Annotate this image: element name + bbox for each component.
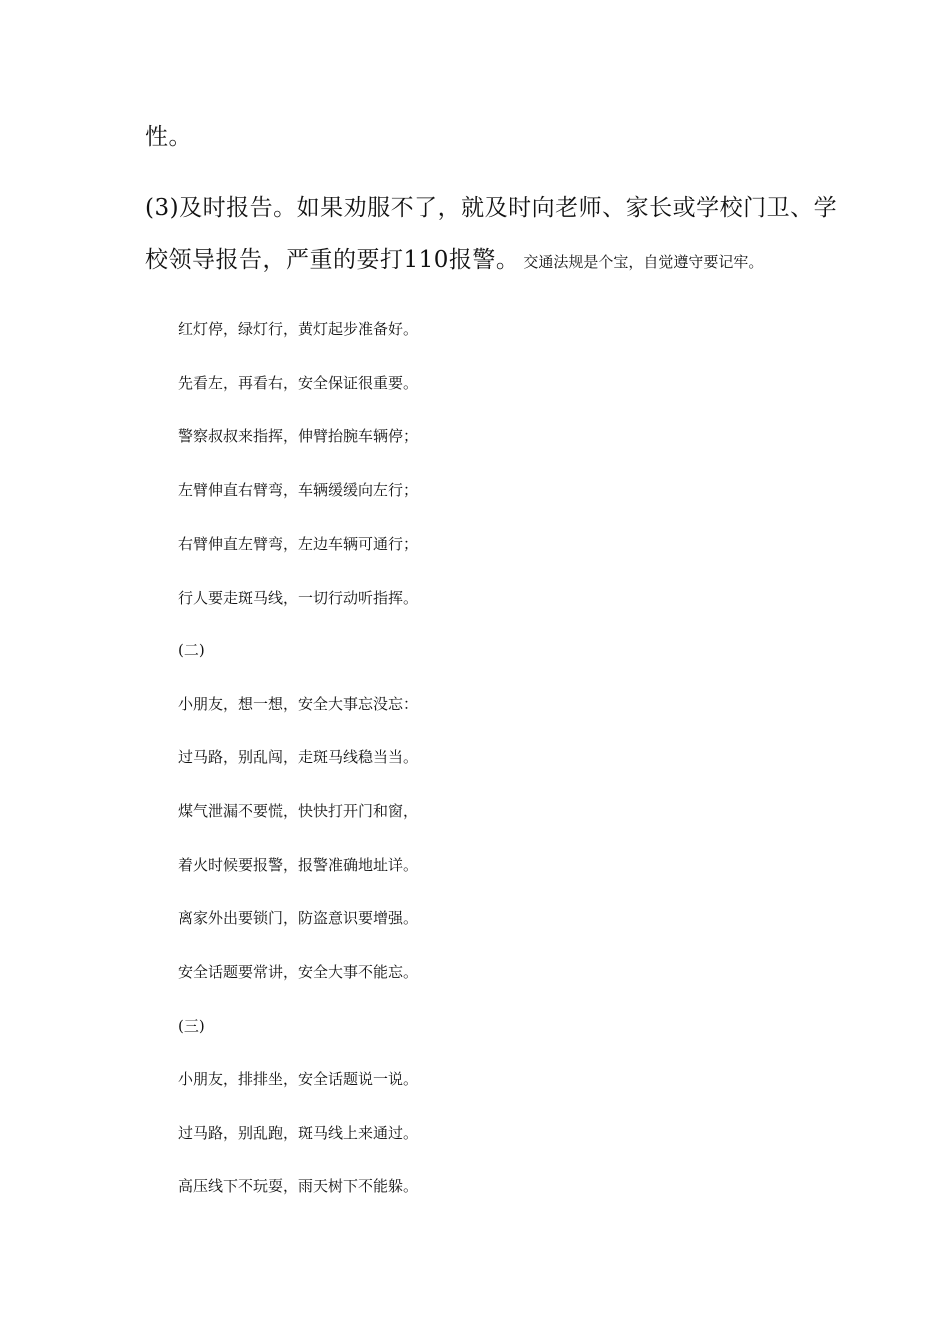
poem-intro-inline: 交通法规是个宝，自觉遵守要记牢。	[523, 253, 764, 271]
paragraph-report-text: 校领导报告，严重的要打110报警。	[145, 247, 520, 273]
poem-line: 过马路，别乱跑，斑马线上来通过。	[178, 1124, 419, 1142]
poem-line: 右臂伸直左臂弯，左边车辆可通行；	[178, 535, 419, 553]
poem-line: 高压线下不玩耍，雨天树下不能躲。	[178, 1177, 419, 1195]
poem-line: 红灯停，绿灯行，黄灯起步准备好。	[178, 320, 419, 338]
section-heading: (二)	[178, 641, 205, 659]
paragraph-end-line: 性。	[145, 124, 192, 150]
poem-line: 过马路，别乱闯，走斑马线稳当当。	[178, 748, 419, 766]
poem-line: 煤气泄漏不要慌，快快打开门和窗，	[178, 802, 419, 820]
poem-line: 行人要走斑马线，一切行动听指挥。	[178, 589, 419, 607]
poem-line: 离家外出要锁门，防盗意识要增强。	[178, 909, 419, 927]
poem-line: 小朋友，排排坐，安全话题说一说。	[178, 1070, 419, 1088]
poem-line: 着火时候要报警，报警准确地址详。	[178, 856, 419, 874]
poem-line: 小朋友，想一想，安全大事忘没忘：	[178, 695, 419, 713]
paragraph-report-line-2	[145, 245, 763, 277]
paragraph-report-line-1: (3)及时报告。如果劝服不了，就及时向老师、家长或学校门卫、学	[145, 195, 838, 221]
poem-line: 警察叔叔来指挥，伸臂抬腕车辆停；	[178, 427, 419, 445]
section-heading: (三)	[178, 1017, 205, 1035]
poem-line: 左臂伸直右臂弯，车辆缓缓向左行；	[178, 481, 419, 499]
poem-line: 先看左，再看右，安全保证很重要。	[178, 374, 419, 392]
poem-line: 安全话题要常讲，安全大事不能忘。	[178, 963, 419, 981]
